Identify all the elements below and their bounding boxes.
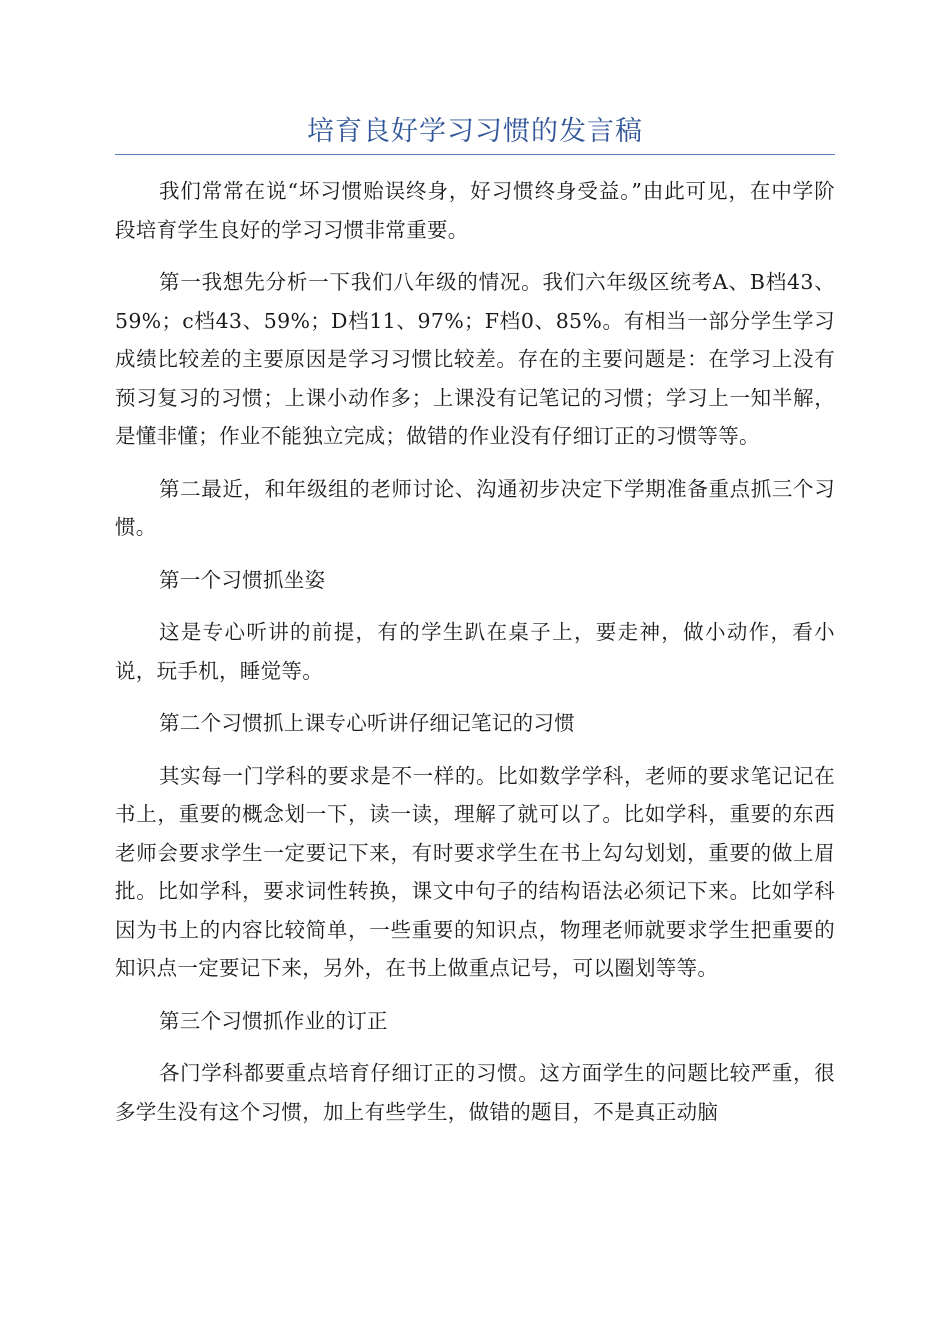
paragraph-habit-1: 这是专心听讲的前提，有的学生趴在桌子上，要走神，做小动作，看小说，玩手机，睡觉等。 — [115, 620, 835, 683]
heading-habit-3: 第三个习惯抓作业的订正 — [159, 1008, 388, 1033]
heading-habit-1: 第一个习惯抓坐姿 — [159, 567, 326, 592]
paragraph-plan: 第二最近，和年级组的老师讨论、沟通初步决定下学期准备重点抓三个习惯。 — [115, 476, 835, 539]
heading-habit-2: 第二个习惯抓上课专心听讲仔细记笔记的习惯 — [159, 711, 575, 735]
paragraph-intro: 我们常常在说“坏习惯贻误终身，好习惯终身受益。”由此可见，在中学阶段培育学生良好的学习习惯非常重要。 — [115, 179, 835, 242]
document-body — [115, 172, 835, 1145]
document-title: 培育良好学习习惯的发言稿 — [307, 116, 643, 147]
paragraph-habit-2: 其实每一门学科的要求是不一样的。比如数学学科，老师的要求笔记记在书上，重要的概念划一下，读一读，理解了就可以了。比如学科，重要的东西老师会要求学生一定要记下来，有时要求学生在书上勾勾划划，重要的做上眉批。比如学科，要求词性转换，课文中句子的结构语法必须记下来。比如学科因为书上的内容比较简单，一些重要的知识点，物理老师就要求学生把重要的知识点一定要记下来，另外，在书上做重点记号，可以圈划等等。 — [115, 763, 835, 980]
paragraph-habit-3: 各门学科都要重点培育仔细订正的习惯。这方面学生的问题比较严重，很多学生没有这个习惯，加上有些学生，做错的题目，不是真正动脑 — [115, 1061, 835, 1124]
paragraph-analysis: 第一我想先分析一下我们八年级的情况。我们六年级区统考A、B档43、59%；c档43、59%；D档11、97%；F档0、85%。有相当一部分学生学习成绩比较差的主要原因是学习习惯比较差。存在的主要问题是：在学习上没有预习复习的习惯；上课小动作多；上课没有记笔记的习惯；学习上一知半解，是懂非懂；作业不能独立完成；做错的作业没有仔细订正的习惯等等。 — [115, 270, 835, 448]
title-underline — [115, 154, 835, 155]
